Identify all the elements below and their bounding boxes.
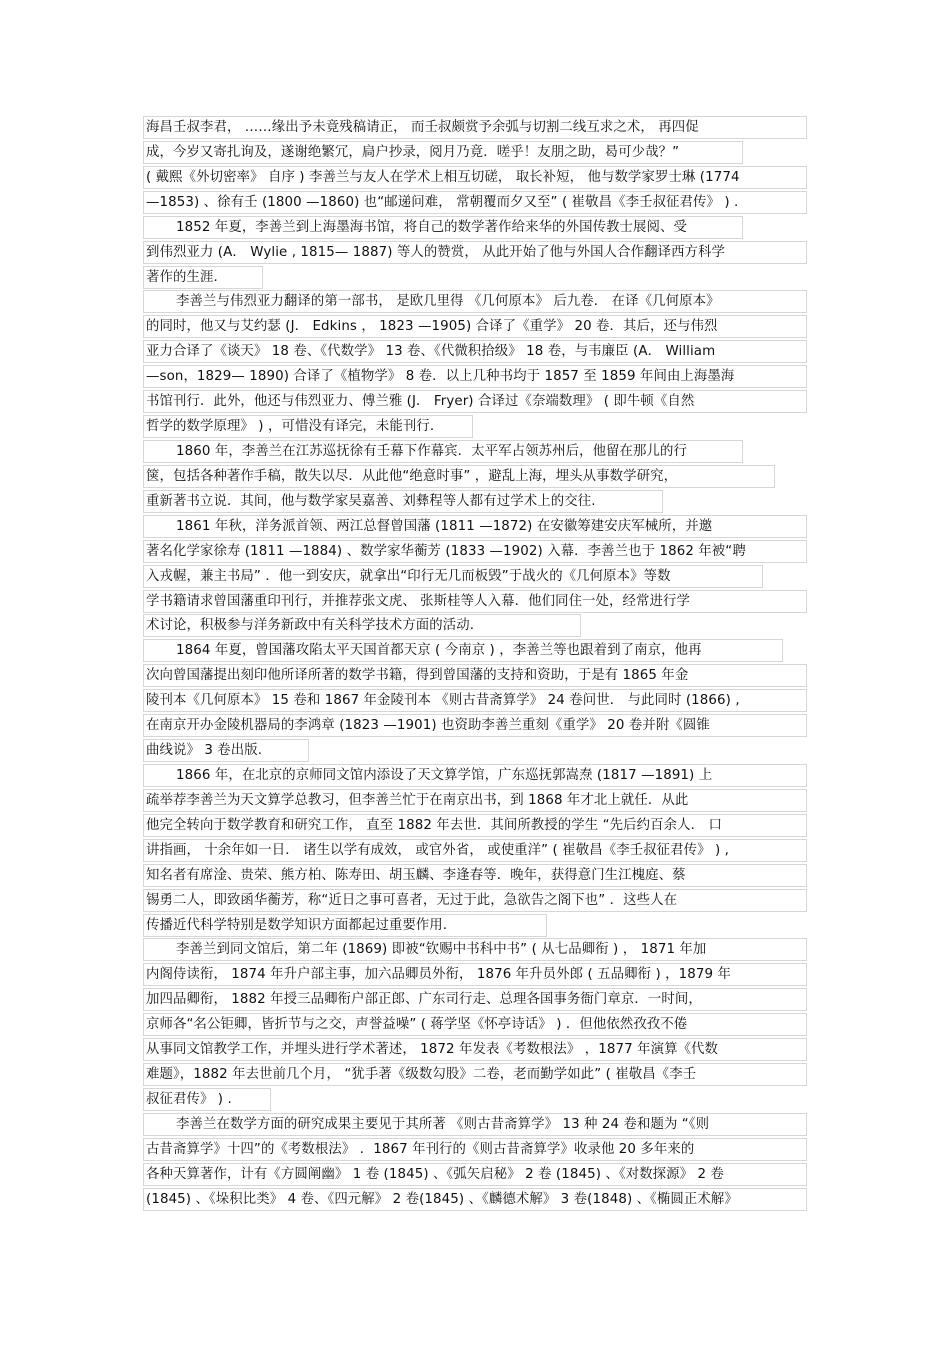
- text-line: 知名者有席淦、贵荣、熊方柏、陈寿田、胡玉麟、李逢春等．晚年，获得意门生江槐庭、蔡: [143, 864, 807, 887]
- text-line: 1864 年夏，曾国藩攻陷太平天国首都天京 ( 今南京 ) ，李善兰等也跟着到了南京，他再: [143, 639, 783, 662]
- text-line: ( 戴熙《外切密率》 自序 ) 李善兰与友人在学术上相互切磋， 取长补短， 他与数学家罗士琳 (1774: [143, 166, 807, 189]
- text-line: 1866 年，在北京的京师同文馆内添设了天文算学馆，广东巡抚郭嵩焘 (1817 —1891) 上: [143, 764, 807, 787]
- text-line: 李善兰与伟烈亚力翻译的第一部书， 是欧几里得 《几何原本》 后九卷． 在译《几何原本》: [143, 290, 807, 313]
- text-line: 箧，包括各种著作手稿，散失以尽．从此他“绝意时事” ，避乱上海，埋头从事数学研究，: [143, 465, 775, 488]
- text-line: 锡勇二人，即致函华蘅芳，称“近日之事可喜者，无过于此，急欲告之阁下也” ．这些人在: [143, 889, 807, 912]
- text-line: 疏举荐李善兰为天文算学总教习，但李善兰忙于在南京出书，到 1868 年才北上就任．从此: [143, 789, 807, 812]
- text-line: 书馆刊行．此外，他还与伟烈亚力、傅兰雅 (J． Fryer) 合译过《奈端数理》 ( 即牛顿《自然: [143, 390, 807, 413]
- text-line: 讲指画， 十余年如一日． 诸生以学有成效， 或官外省， 或使重洋” ( 崔敬昌《李壬叔征君传》 ) ,: [143, 839, 807, 862]
- text-line: 1860 年，李善兰在江苏巡抚徐有壬幕下作幕宾．太平军占领苏州后，他留在那儿的行: [143, 440, 743, 463]
- text-line: 成，今岁又寄扎询及，遂谢绝繁冗，扃户抄录，阅月乃竟．嗟乎！友朋之助，曷可少哉？”: [143, 141, 743, 164]
- text-line: 著名化学家徐寿 (1811 —1884) 、数学家华蘅芳 (1833 —1902) 入幕．李善兰也于 1862 年被“聘: [143, 540, 807, 563]
- text-line: 亚力合译了《谈天》 18 卷、《代数学》 13 卷、《代微积拾级》 18 卷，与韦廉臣 (A． William: [143, 340, 807, 363]
- text-line: 1852 年夏，李善兰到上海墨海书馆，将自己的数学著作给来华的外国传教士展阅、受: [143, 216, 743, 239]
- text-line: 李善兰在数学方面的研究成果主要见于其所著 《则古昔斋算学》 13 种 24 卷和题为 “《则: [143, 1113, 807, 1136]
- text-line: 他完全转向于数学教育和研究工作， 直至 1882 年去世．其间所教授的学生 “先后约百余人． 口: [143, 814, 807, 837]
- text-line: 加四品卿衔， 1882 年授三品卿衔户部正郎、广东司行走、总理各国事务衙门章京．一时间，: [143, 988, 807, 1011]
- text-line: 次向曾国藩提出刻印他所译所著的数学书籍，得到曾国藩的支持和资助，于是有 1865 年金: [143, 664, 807, 687]
- text-line: 著作的生涯.: [143, 266, 263, 289]
- text-line: 各种天算著作，计有《方圆阐幽》 1 卷 (1845) 、《弧矢启秘》 2 卷 (1845) 、《对数探源》 2 卷: [143, 1163, 807, 1186]
- text-line: 的同时，他又与艾约瑟 (J． Edkins ， 1823 —1905) 合译了《重学》 20 卷．其后，还与伟烈: [143, 315, 807, 338]
- text-line: 叔征君传》 ) .: [143, 1088, 271, 1111]
- text-line: 1861 年秋，洋务派首领、两江总督曾国藩 (1811 —1872) 在安徽筹建安庆军械所，并邀: [143, 515, 807, 538]
- text-line: 到伟烈亚力 (A． Wylie , 1815— 1887) 等人的赞赏， 从此开始了他与外国人合作翻译西方科学: [143, 241, 807, 264]
- text-line: 京师各“名公钜卿，皆折节与之交，声誉益噪” ( 蒋学坚《怀亭诗话》 ) ．但他依然孜孜不倦: [143, 1013, 807, 1036]
- text-line: 陵刊本《几何原本》 15 卷和 1867 年金陵刊本 《则古昔斋算学》 24 卷问世． 与此同时 (1866) ,: [143, 689, 807, 712]
- text-line: —son，1829— 1890) 合译了《植物学》 8 卷．以上几种书均于 1857 至 1859 年间由上海墨海: [143, 365, 807, 388]
- text-line: (1845) 、《垛积比类》 4 卷、《四元解》 2 卷(1845) 、《麟德术解》 3 卷(1848) 、《椭圆正术解》: [143, 1188, 807, 1211]
- text-line: 曲线说》 3 卷出版.: [143, 739, 309, 762]
- text-body: [143, 116, 807, 1213]
- text-line: 李善兰到同文馆后，第二年 (1869) 即被“钦赐中书科中书” ( 从七品卿衔 ) ， 1871 年加: [143, 938, 807, 961]
- text-line: 从事同文馆教学工作，并埋头进行学术著述， 1872 年发表《考数根法》 ，1877 年演算《代数: [143, 1038, 807, 1061]
- text-line: 在南京开办金陵机器局的李鸿章 (1823 —1901) 也资助李善兰重刻《重学》 20 卷并附《圆锥: [143, 714, 807, 737]
- text-line: 古昔斋算学》十四”的《考数根法》 ．1867 年刊行的《则古昔斋算学》收录他 20 多年来的: [143, 1138, 807, 1161]
- text-line: 海昌壬叔李君， ……缘出予未竟残稿请正， 而壬叔颇赏予余弧与切割二线互求之术， 再四促: [143, 116, 807, 139]
- text-line: 入戎幄，兼主书局” ．他一到安庆，就拿出“印行无几而板毁”于战火的《几何原本》等数: [143, 565, 763, 588]
- text-line: 内阁侍读衔， 1874 年升户部主事，加六品卿员外衔， 1876 年升员外郎 ( 五品卿衔 ) ，1879 年: [143, 963, 807, 986]
- text-line: 重新著书立说．其间，他与数学家吴嘉善、刘彝程等人都有过学术上的交往.: [143, 490, 663, 513]
- text-line: 哲学的数学原理》 ) ，可惜没有译完，未能刊行.: [143, 415, 473, 438]
- text-line: 传播近代科学特别是数学知识方面都起过重要作用.: [143, 914, 547, 937]
- text-line: —1853) 、徐有壬 (1800 —1860) 也“邮递问难， 常朝覆而夕又至” ( 崔敬昌《李壬叔征君传》 ) .: [143, 191, 807, 214]
- text-line: 术讨论，积极参与洋务新政中有关科学技术方面的活动.: [143, 614, 581, 637]
- text-line: 难题》，1882 年去世前几个月， “犹手著《级数勾股》二卷，老而勤学如此” ( 崔敬昌《李壬: [143, 1063, 807, 1086]
- text-line: 学书籍请求曾国藩重印刊行，并推荐张文虎、 张斯桂等人入幕．他们同住一处，经常进行学: [143, 590, 807, 613]
